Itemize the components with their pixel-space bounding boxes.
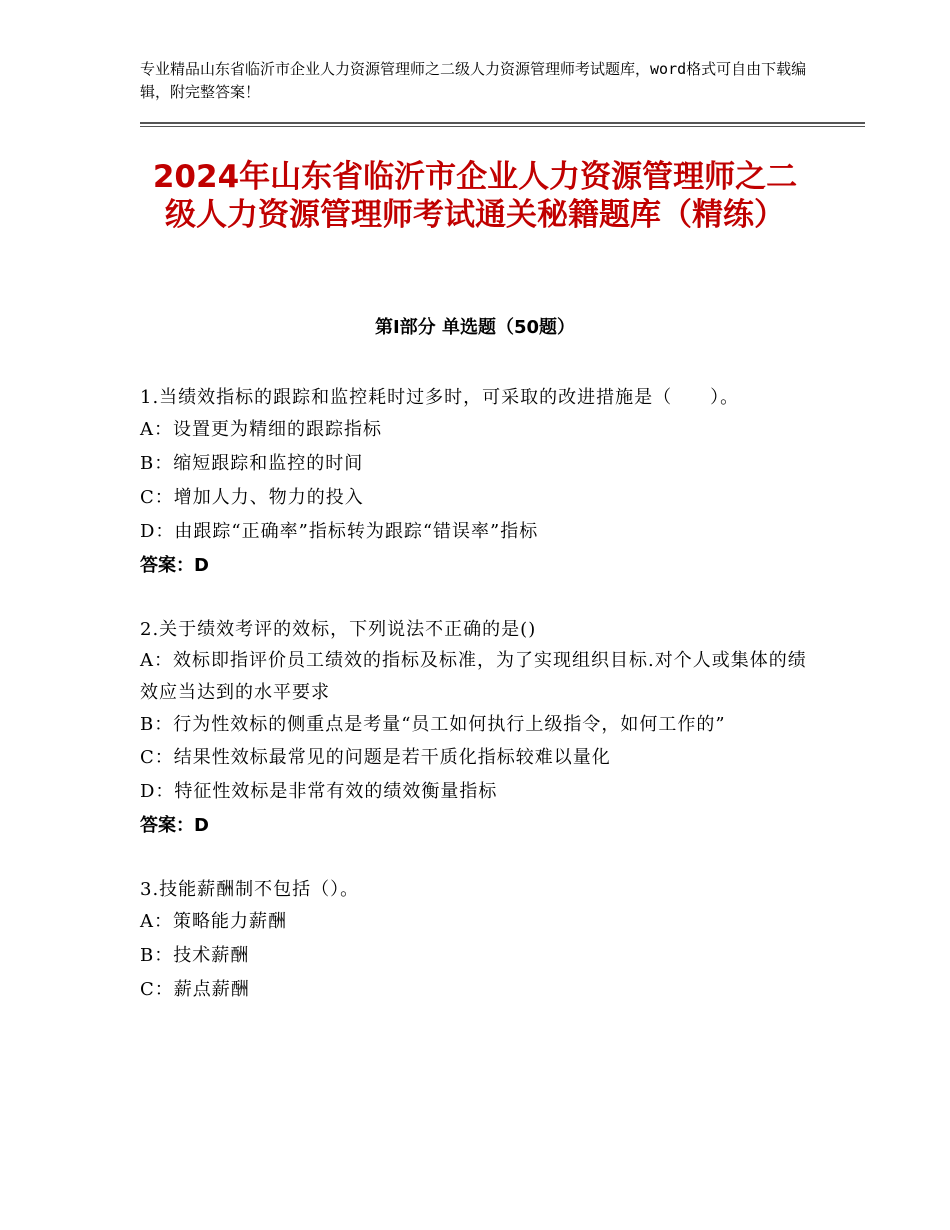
header-rule-thick [140,122,865,124]
option-c: C：增加人力、物力的投入 [140,487,364,508]
answer-value: D [194,815,209,836]
header-rule-thin [140,126,865,127]
answer-line [140,549,810,583]
option-a: A：设置更为精细的跟踪指标 [140,419,382,440]
question-stem: 2.关于绩效考评的效标，下列说法不正确的是() [140,619,537,640]
option-d: D：特征性效标是非常有效的绩效衡量指标 [140,781,498,802]
answer-value: D [194,555,209,576]
question-stem: 3.技能薪酬制不包括（）。 [140,879,360,900]
option-c: C：薪点薪酬 [140,979,250,1000]
option-b: B：行为性效标的侧重点是考量“员工如何执行上级指令，如何工作的” [140,714,726,735]
question-3 [140,874,810,1007]
option-a: A：策略能力薪酬 [140,911,287,932]
option-c: C：结果性效标最常见的问题是若干质化指标较难以量化 [140,747,611,768]
document-title: 2024年山东省临沂市企业人力资源管理师之二级人力资源管理师考试通关秘籍题库（精练） [152,159,798,233]
header-note: 专业精品山东省临沂市企业人力资源管理师之二级人力资源管理师考试题库，word格式可自由下载编辑，附完整答案！ [140,60,807,101]
question-list [140,382,810,1038]
question-1 [140,382,810,583]
option-b: B：缩短跟踪和监控的时间 [140,453,364,474]
answer-line [140,809,810,843]
question-2 [140,614,810,843]
answer-label: 答案： [140,815,194,836]
question-stem: 1.当绩效指标的跟踪和监控耗时过多时，可采取的改进措施是（ ）。 [140,387,740,408]
option-a: A：效标即指评价员工绩效的指标及标准，为了实现组织目标.对个人或集体的绩效应当达到的水平要求 [140,650,807,703]
answer-label: 答案： [140,555,194,576]
option-d: D：由跟踪“正确率”指标转为跟踪“错误率”指标 [140,521,539,542]
option-b: B：技术薪酬 [140,945,250,966]
section-title: 第Ⅰ部分 单选题（50题） [374,317,575,338]
